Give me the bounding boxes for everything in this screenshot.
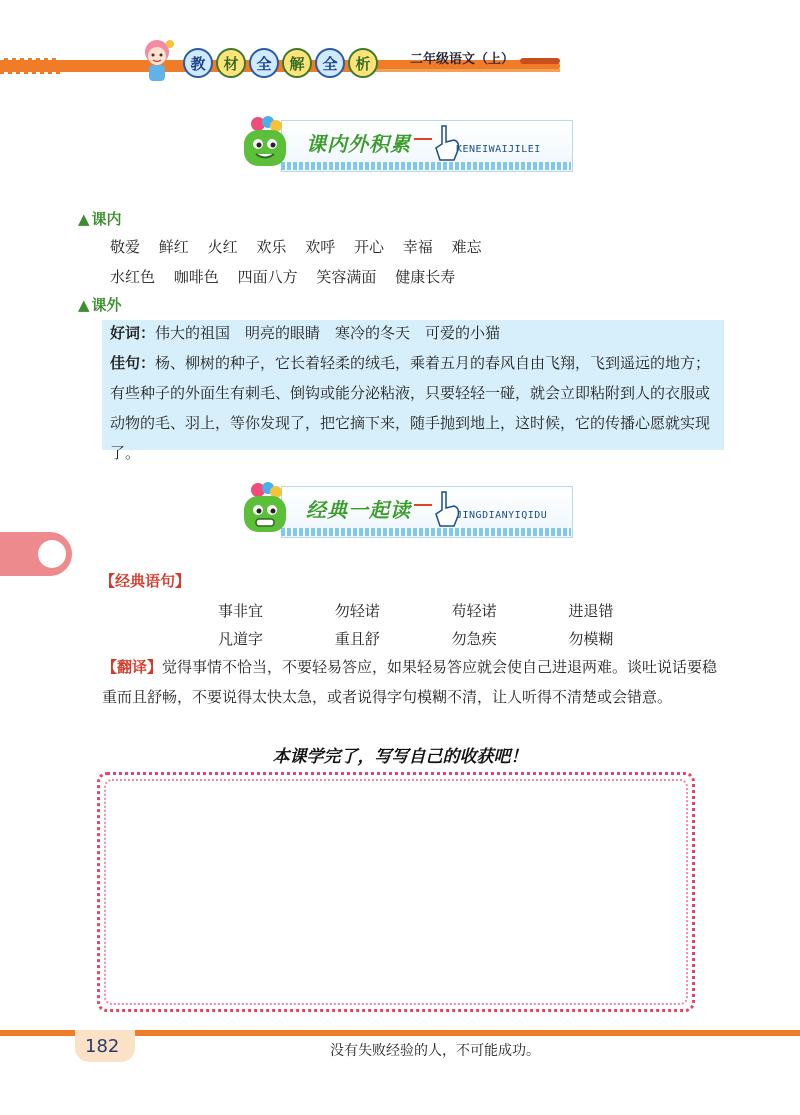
word: 鲜红	[158, 238, 189, 256]
word: 咖啡色	[173, 268, 219, 286]
outclass-heading-text: 课外	[91, 296, 122, 314]
translation-text: 觉得事情不恰当，不要轻易答应，如果轻易答应就会使自己进退两难。谈吐说话要稳重而且舒畅，不要说得太快太急，或者说得字句模糊不清，让人听得不清楚或会错意。	[102, 658, 718, 706]
triangle-icon: ▲	[78, 210, 90, 228]
inclass-words-row1	[110, 236, 496, 257]
outclass-heading	[78, 294, 122, 315]
inclass-words-row2	[110, 266, 469, 287]
classic-heading: 【经典语句】	[100, 572, 191, 590]
word: 开心	[353, 238, 384, 256]
good-sentence-text: 杨、柳树的种子，它长着轻柔的绒毛，乘着五月的春风自由飞翔，飞到遥远的地方；有些种子的外面生有刺毛、倒钩或能分泌粘液，只要轻轻一碰，就会立即粘附到人的衣服或动物的毛、羽上，等你发现了，把它摘下来，随手抛到地上，这时候，它的传播心愿就实现了。	[110, 354, 711, 462]
cat-face-icon	[38, 540, 66, 568]
good-sentence: 佳句：杨、柳树的种子，它长着轻柔的绒毛，乘着五月的春风自由飞翔，飞到遥远的地方；有些种子的外面生有刺毛、倒钩或能分泌粘液，只要轻轻一碰，就会立即粘附到人的衣服或动物的毛、羽上，等你发现了，把它摘下来，随手抛到地上，这时候，它的传播心愿就实现了。	[110, 354, 711, 462]
banner-label: 经典一起读	[306, 498, 411, 522]
word: 火红	[207, 238, 238, 256]
classic-phrase: 凡道字	[218, 630, 264, 648]
translation-tag: 【翻译】	[102, 658, 163, 676]
banner-pinyin: KENEIWAIJILEI	[456, 144, 541, 155]
banner-label: 课内外积累	[306, 132, 411, 156]
green-monster-icon	[236, 114, 294, 174]
banner-stripe	[281, 162, 571, 170]
pointing-hand-icon	[432, 122, 462, 162]
good-words: 好词：伟大的祖国 明亮的眼睛 寒冷的冬天 可爱的小猫	[110, 324, 501, 342]
word: 敬爱	[110, 238, 141, 256]
grade-label: 二年级语文（上）	[410, 52, 515, 67]
good-sentence-label: 佳句	[110, 354, 141, 372]
word: 水红色	[110, 268, 156, 286]
word: 欢呼	[305, 238, 336, 256]
classic-row1	[218, 600, 680, 621]
footer-motto: 没有失败经验的人，不可能成功。	[330, 1043, 540, 1059]
good-words-label: 好词	[110, 324, 141, 342]
section-banner-classics	[226, 478, 576, 542]
translation	[102, 652, 724, 712]
reflection-prompt: 本课学完了，写写自己的收获吧！	[272, 747, 528, 767]
header-thin-bar	[360, 69, 560, 72]
word: 健康长寿	[395, 268, 456, 286]
title-char: 全	[249, 48, 279, 78]
page-header	[0, 30, 800, 100]
word: 四面八方	[237, 268, 298, 286]
pointing-hand-icon	[432, 488, 462, 528]
title-char: 全	[315, 48, 345, 78]
inclass-heading	[78, 208, 122, 229]
word: 难忘	[451, 238, 482, 256]
arrow-icon	[414, 504, 432, 506]
banner-stripe	[281, 528, 571, 536]
side-tab	[0, 532, 72, 576]
classic-phrase: 勿轻诺	[334, 602, 380, 620]
book-title	[183, 48, 378, 78]
word: 笑容满面	[316, 268, 377, 286]
green-monster-icon	[236, 480, 294, 540]
title-char: 教	[183, 48, 213, 78]
title-char: 解	[282, 48, 312, 78]
classic-phrase: 进退错	[568, 602, 614, 620]
classic-phrase: 苟轻诺	[451, 602, 497, 620]
page-number: 182	[85, 1036, 120, 1057]
section-banner-accumulate	[226, 112, 576, 176]
classic-row2	[218, 628, 680, 649]
classic-phrase: 勿模糊	[568, 630, 614, 648]
classic-phrase: 勿急疾	[451, 630, 497, 648]
writing-box-inner-border	[104, 779, 688, 1005]
triangle-icon: ▲	[78, 296, 90, 314]
writing-box[interactable]	[97, 772, 695, 1012]
inclass-heading-text: 课内	[91, 210, 122, 228]
classic-phrase: 事非宜	[218, 602, 264, 620]
pen-icon	[520, 58, 560, 64]
girl-mascot-icon	[135, 36, 179, 86]
title-char: 材	[216, 48, 246, 78]
banner-pinyin: JINGDIANYIQIDU	[456, 510, 548, 521]
classic-phrase: 重且舒	[334, 630, 380, 648]
word: 欢乐	[256, 238, 287, 256]
good-words-text: 伟大的祖国 明亮的眼睛 寒冷的冬天 可爱的小猫	[155, 324, 501, 342]
arrow-icon	[414, 138, 432, 140]
title-char: 析	[348, 48, 378, 78]
word: 幸福	[402, 238, 433, 256]
